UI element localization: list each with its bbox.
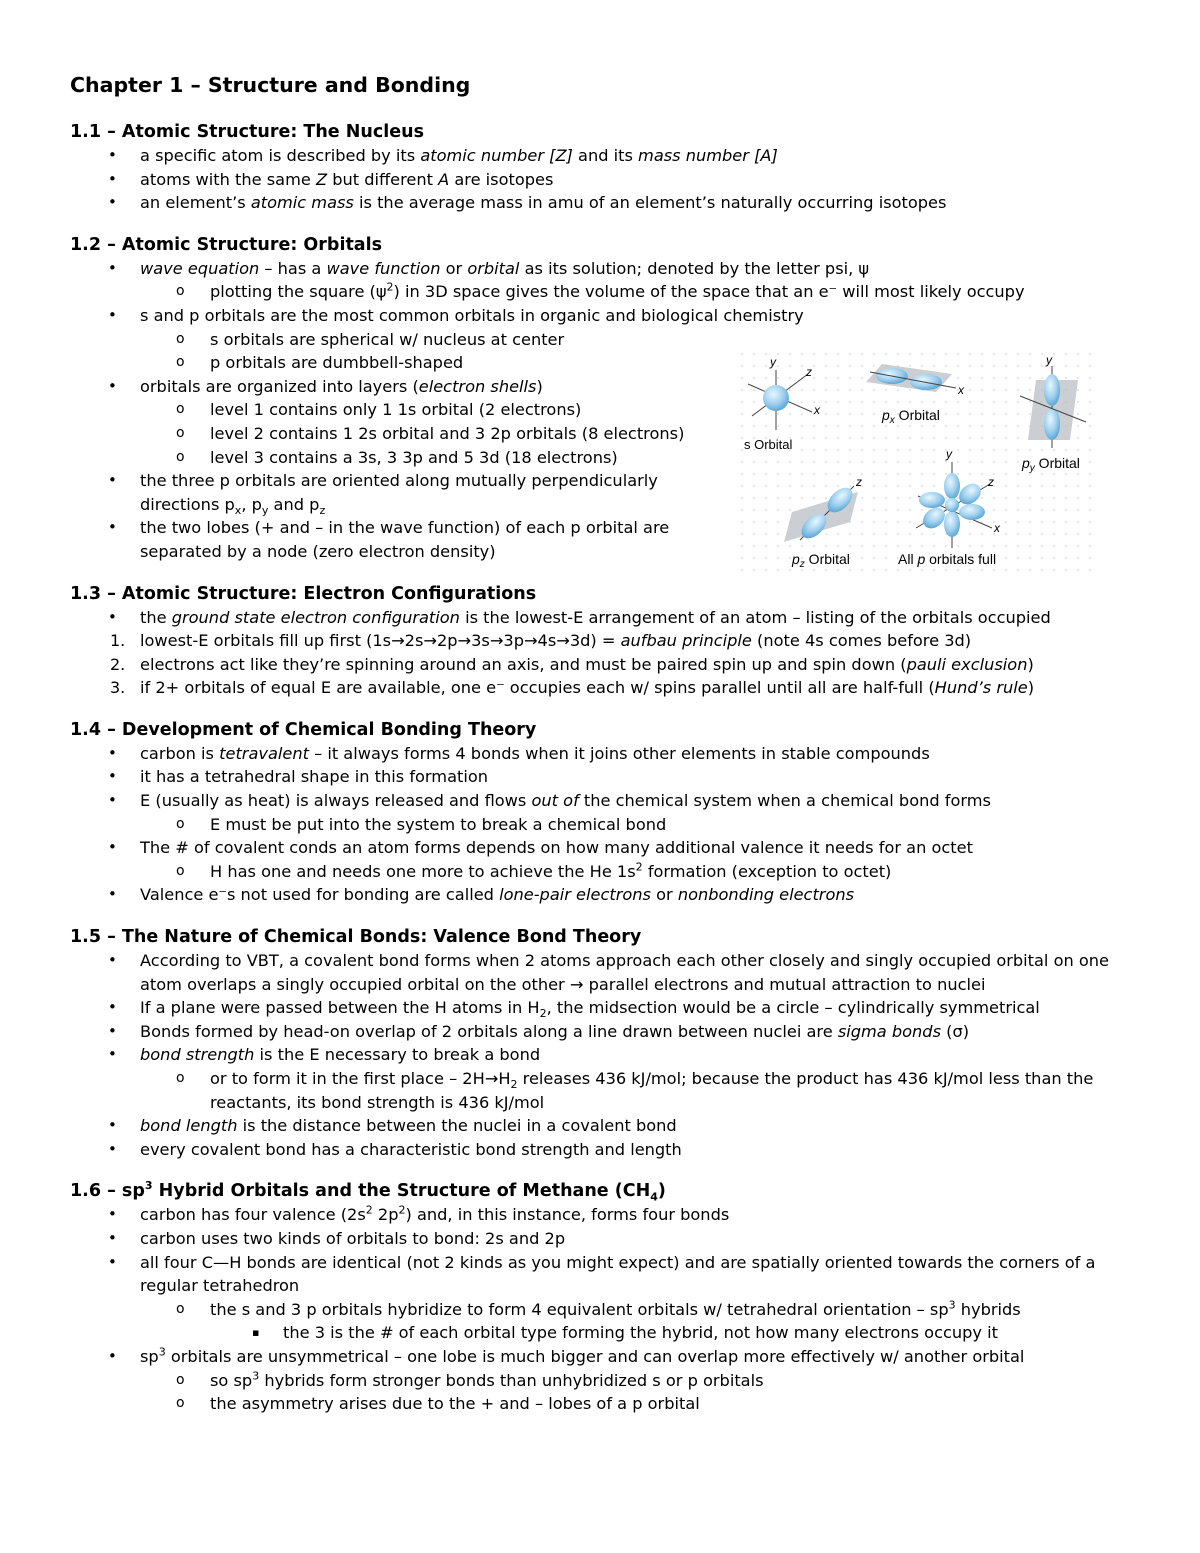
bullet-marker: • [108, 146, 117, 164]
axis-label: z [988, 475, 994, 489]
list-item: • The # of covalent conds an atom forms depends on how many additional valence it needs for an octet [108, 838, 973, 858]
list-item: • an element’s atomic mass is the average mass in amu of an element’s naturally occurring isotopes [70, 191, 1140, 215]
axis-label: y [1046, 353, 1052, 367]
list-item: • every covalent bond has a characteristic bond strength and length [108, 1139, 682, 1159]
section-heading: 1.5 – The Nature of Chemical Bonds: Valence Bond Theory [70, 927, 642, 948]
pz-orbital-label: $p_z$ Orbital [792, 551, 850, 570]
list-item: o so $sp^3$ hybrids form stronger bonds than unhybridized s or p orbitals [176, 1369, 764, 1390]
axis-label: y [946, 447, 952, 461]
list-item: o level 1 contains only 1 1s orbital (2 electrons) [176, 400, 582, 420]
list-item: • carbon uses two kinds of orbitals to bond: 2s and 2p [108, 1228, 566, 1248]
axis-label: y [770, 355, 776, 369]
list-item: o p orbitals are dumbbell-shaped [176, 353, 464, 373]
list-item: • it has a tetrahedral shape in this formation [108, 767, 488, 787]
list-item: • E (usually as heat) is always released and flows out of the chemical system when a chemical bond forms [108, 791, 991, 811]
chapter-title: Chapter 1 – Structure and Bonding [70, 73, 471, 97]
px-orbital-label: $p_x$ Orbital [882, 407, 940, 426]
section-heading: 1.2 – Atomic Structure: Orbitals [70, 234, 383, 255]
section-1-1 [70, 120, 1140, 215]
orbital-figure [740, 352, 1095, 574]
list-item: • the ground state electron configuration is the lowest-E arrangement of an atom – listing of the orbitals occupied [108, 607, 1051, 627]
numbered-item: 1. lowest-E orbitals fill up first (1s→2s→2p→3s→3p→4s→3d) = aufbau principle (note 4s comes before 3d) [110, 631, 972, 651]
list-item: • all four C—H bonds are identical (not 2 kinds as you might expect) and are spatially oriented towards the corners of a regular tetrahedron [108, 1252, 1096, 1296]
list-item: • $sp^3$ orbitals are unsymmetrical – one lobe is much bigger and can overlap more effectively w/ another orbital [108, 1345, 1025, 1366]
list-item: o H has one and needs one more to achieve the He $1s^2$ formation (exception to octet) [176, 860, 892, 881]
axis-label: z [806, 365, 812, 379]
list-item: o s orbitals are spherical w/ nucleus at center [176, 329, 565, 349]
list-item: o plotting the square $(\psi^2)$ in 3D space gives the volume of the space that an e⁻ will most likely occupy [176, 280, 1025, 302]
list-item: • carbon has four valence ($2s^2$ $2p^2$) and, in this instance, forms four bonds [108, 1203, 730, 1225]
list-item: • bond length is the distance between the nuclei in a covalent bond [108, 1116, 677, 1136]
list-item: • s and p orbitals are the most common orbitals in organic and biological chemistry [108, 305, 804, 325]
section-1-6 [70, 1179, 1140, 1415]
list-item: o or to form it in the first place – $2H\to H_2$ releases 436 kJ/mol; because the product has 436 kJ/mol less than the reactants, its bond strength is 436 kJ/mol [176, 1069, 1094, 1112]
py-orbital-label: $p_y$ Orbital [1022, 455, 1080, 474]
axis-label: x [814, 403, 820, 417]
axis-label: x [994, 521, 1000, 535]
list-item: • bond strength is the E necessary to break a bond [108, 1045, 541, 1065]
section-1-3 [70, 582, 1140, 700]
list-item: o level 3 contains a 3s, 3 3p and 5 3d (18 electrons) [176, 447, 618, 467]
s-orbital-label: s Orbital [744, 437, 793, 452]
section-heading: 1.3 – Atomic Structure: Electron Configurations [70, 583, 537, 604]
section-1-5 [70, 925, 1140, 1161]
axis-label: z [856, 475, 862, 489]
all-p-orbitals-label: All p orbitals full [898, 551, 997, 567]
section-heading: 1.1 – Atomic Structure: The Nucleus [70, 122, 424, 142]
list-item: o E must be put into the system to break a chemical bond [176, 814, 667, 834]
bullet-marker: • [108, 193, 117, 212]
list-item: • Valence e⁻s not used for bonding are called lone-pair electrons or nonbonding electrons [108, 885, 855, 905]
list-item: o level 2 contains 1 2s orbital and 3 2p orbitals (8 electrons) [176, 423, 685, 443]
list-item: • wave equation – has a wave function or orbital as its solution; denoted by the letter psi, ψ [108, 258, 870, 278]
list-item: ▪ the 3 is the # of each orbital type forming the hybrid, not how many electrons occupy it [252, 1323, 998, 1343]
list-item: o the asymmetry arises due to the + and – lobes of a p orbital [176, 1394, 700, 1414]
list-item: • carbon is tetravalent – it always forms 4 bonds when it joins other elements in stable compounds [108, 743, 930, 763]
document-page [70, 72, 1140, 1434]
list-item: • According to VBT, a covalent bond forms when 2 atoms approach each other closely and singly occupied orbital on one atom overlaps a singly occupied orbital on the other → parallel electrons and mutual attraction to nuclei [108, 951, 1109, 994]
list-item: • Bonds formed by head-on overlap of 2 orbitals along a line drawn between nuclei are sigma bonds (σ) [108, 1021, 970, 1041]
list-item: • If a plane were passed between the H atoms in $H_2$, the midsection would be a circle – cylindrically symmetrical [108, 998, 1040, 1021]
section-1-4 [70, 718, 1140, 907]
list-item: • the two lobes (+ and – in the wave function) of each p orbital are separated by a node (zero electron density) [108, 518, 670, 561]
list-item: • atoms with the same Z but different A are isotopes [70, 168, 1140, 192]
list-item: • the three p orbitals are oriented along mutually perpendicularly directions $p_x$, $p_y$ and $p_z$ [108, 471, 658, 517]
section-heading: 1.4 – Development of Chemical Bonding Theory [70, 719, 537, 740]
list-item: o the s and 3 p orbitals hybridize to form 4 equivalent orbitals w/ tetrahedral orientation – $sp^3$ hybrids [176, 1298, 1021, 1319]
numbered-item: 2. electrons act like they’re spinning around an axis, and must be paired spin up and spin down (pauli exclusion) [110, 654, 1034, 674]
bullet-marker: • [108, 169, 117, 188]
section-heading: $1.6 - sp^3$ Hybrid Orbitals and the Structure of Methane $(CH_4)$ [70, 1179, 666, 1204]
axis-label: x [958, 383, 964, 397]
list-item: • a specific atom is described by its atomic number [Z] and its mass number [A] [70, 144, 1140, 168]
list-item: • orbitals are organized into layers (electron shells) [108, 376, 543, 396]
numbered-item: 3. if 2+ orbitals of equal E are available, one e⁻ occupies each w/ spins parallel until all are half-full (Hund’s rule) [110, 678, 1035, 698]
